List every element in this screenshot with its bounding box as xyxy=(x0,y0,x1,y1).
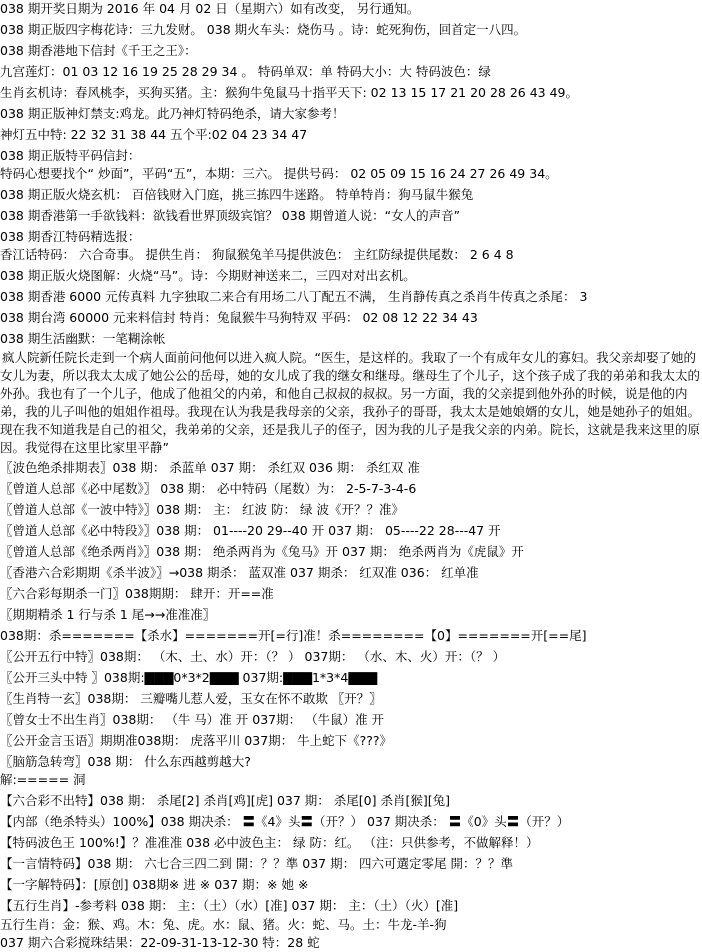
line-lamp-five: 神灯五中特: 22 32 31 38 44 五个平:02 04 23 34 47 xyxy=(0,127,308,142)
line-tw-60000: 038 期台湾 60000 元来料信封 特肖：兔鼠猴牛马狗特双 平码： 02 08 12 22 34 43 xyxy=(0,310,478,325)
line-wave-king: 【特码波色王 100%!】？准准准 038 必中波色主： 绿 防：红。 （注：只供参考，不做解释！） xyxy=(0,835,539,850)
line-one-wave: 〖曾道人总部《一波中特》〗038 期： 主： 红波 防： 绿 波《开？？准》 xyxy=(0,502,404,517)
line-draw-result: 037 期六合彩搅珠结果：22-09-31-13-12-30 特：28 蛇 xyxy=(0,935,320,950)
line-brain-teaser: 〖脑筋急转弯〗038 期： 什么东西越剪越大? xyxy=(0,754,251,769)
line-humor-title: 038 期生活幽默：一笔糊涂帐 xyxy=(0,331,166,346)
line-zodiac-mystery: 〖生肖特一玄〗038期： 三瓣嘴儿惹人爱，玉女在怀不敢欺 〖开？〗 xyxy=(0,691,382,706)
line-no-special: 【六合彩不出特】038 期： 杀尾[2] 杀肖[鸡][虎] 037 期： 杀尾[0] 杀肖[猴][兔] xyxy=(0,793,450,808)
line-nine-lamp: 九宫莲灯：01 03 12 16 19 25 28 29 34 。 特码单双：单 特码大小：大 特码波色：绿 xyxy=(0,64,491,79)
line-xiangjiang: 038 期香江特码精选报： xyxy=(0,229,141,244)
line-xiangjiang-words: 香江话特码： 六合奇事。 提供生肖： 狗鼠猴兔羊马提供波色： 主红防绿提供尾数： 2 6 4 8 xyxy=(0,247,514,262)
line-wave-kill: 〖波色绝杀排期表〗038 期： 杀蓝单 037 期： 杀红双 036 期： 杀红双 准 xyxy=(0,460,420,475)
line-half-wave: 〖香港六合彩期期《杀半波》〗→038 期杀： 蓝双准 037 期杀： 红双准 036： 红单准 xyxy=(0,565,479,580)
humor-story: 疯人院新任院长走到一个病人面前问他何以进入疯人院。“医生，是这样的。我取了一个有成年女儿的寡妇。我父亲却娶了她的女儿为妻，所以我太太成了她公公的岳母，她的女儿成了我的继女和继母。继母生了个儿子，这个孩子成了我的弟弟和我太太的外孙。我也有了一个儿子，他成了他祖父的内弟，和他自己叔叔的叔叔。另一方面，我的父亲提到他外孙的时候，说是他的内弟，我的儿子叫他的姐姐作祖母。我现在认为我是我母亲的父亲，我孙子的哥哥，我太太是她娘婿的女儿，她是她孙子的姐姐。现在我不知道我是自己的祖父，我弟弟的父亲，还是我儿子的侄子，因为我的儿子是我父亲的内弟。院长，这就是我来这里的原因。我觉得在这里比家里平静” xyxy=(0,350,701,455)
line-five-elements: 〖公开五行中特〗038期： （木、土、水）开：（？ ） 037期： （水、木、火）开：（？ ） xyxy=(0,649,506,664)
line-kill-two: 〖曾道人总部《绝杀两肖》〗038 期： 绝杀两肖为《兔马》开 037 期： 绝杀两肖为《虎鼠》开 xyxy=(0,544,524,559)
line-three-heads: 〖公开三头中特 〗038期:▇▇▇0*3*2▇▇▇ 037期:▇▇▇1*3*4▇▇▇ xyxy=(0,670,378,685)
line-hk-envelope: 038 期香港地下信封《千王之王》： xyxy=(0,43,197,58)
line-draw-date: 038 期开奖日期为 2016 年 04 月 02 日（星期六）如有改变， 另行通知。 xyxy=(0,1,420,16)
line-kill-water: 038期：杀=======【杀水】=======开[=行]准！杀========【0】=======开[==尾] xyxy=(0,628,587,643)
line-hk-6000: 038 期香港 6000 元传真料 九字独取二来合有用场二八丁配五不满， 生肖静传真之杀肖牛传真之杀尾： 3 xyxy=(0,289,588,304)
line-one-word-love: 【一言情特码】038 期： 六七合三四二到 開：？？準 037 期： 四六可選定零尾 開：？？準 xyxy=(0,856,514,871)
line-kill-one-door: 〖六合彩每期杀一门〗038期期： 肆开：开==准 xyxy=(0,586,274,601)
line-kill-row-tail: 〖期期精杀 1 行与杀 1 尾→→准准准〗 xyxy=(0,607,216,622)
line-kill-head: 【内部（绝杀特头）100%】038 期决杀： 〓《4》头〓（开？） 037 期决杀： 〓《0》头〓（开？） xyxy=(0,814,570,829)
line-plum-poem: 038 期正版四字梅花诗：三九发财。 038 期火车头：烧伤马 。诗：蛇死狗伤，回首定一八四。 xyxy=(0,22,527,37)
line-teaser-answer: 解:===== 洞 xyxy=(0,772,86,787)
line-golden-words: 〖公开金言玉语〗期期准038期： 虎落平川 037期： 牛上蛇下《???》 xyxy=(0,733,393,748)
line-zodiac-poem: 生肖玄机诗：春风桃李，买狗买猪。主：猴狗牛兔鼠马十指平天下: 02 13 15 17 21 20 28 26 43 49。 xyxy=(0,85,579,100)
line-tail-numbers: 〖曾道人总部《必中尾数》〗 038 期： 必中特码（尾数）为： 2-5-7-3-4-6 xyxy=(0,481,417,496)
line-special-range: 〖曾道人总部《必中特段》〗038 期： 01----20 29--40 开 037 期： 05----22 28---47 开 xyxy=(0,523,501,538)
line-one-char: 【一字解特码】：[原创] 038期※ 进 ※ 037 期：※ 她 ※ xyxy=(0,877,309,892)
line-fire-mystery: 038 期正版火烧玄机： 百倍钱财入门庭，挑三拣四牛迷路。 特单特肖：狗马鼠牛猴兔 xyxy=(0,187,474,202)
line-special-envelope: 038 期正版特平码信封： xyxy=(0,148,141,163)
line-element-map: 五行生肖：金：猴、鸡。木：兔、虎。水：鼠、猪。火：蛇、马。土：牛龙-羊-狗 xyxy=(0,917,447,932)
line-five-zodiac: 【五行生肖】-参考料 038 期： 主：（土）（水）[准] 037 期： 主：（土）（火）[准] xyxy=(0,898,459,913)
line-hk-first-hand: 038 期香港第一手欲钱料：欲钱看世界顶级宾馆？ 038 期曾道人说：“女人的声音” xyxy=(0,208,461,223)
line-fried-noodle: 特码心想要找个“ 炒面”，平码“五”，本期：三六。 提供号码： 02 05 09 15 16 24 27 26 49 34。 xyxy=(0,166,558,181)
line-lamp-ban: 038 期正版神灯禁支:鸡龙。此乃神灯特码绝杀，请大家参考！ xyxy=(0,106,345,121)
line-ms-zeng: 〖曾女士不出生肖〗038期： （牛 马）准 开 037期： （牛鼠）准 开 xyxy=(0,712,385,727)
line-fire-diagram: 038 期正版火烧图解：火烧“马”。诗：今期财神送来二，三四对对出玄机。 xyxy=(0,268,416,283)
